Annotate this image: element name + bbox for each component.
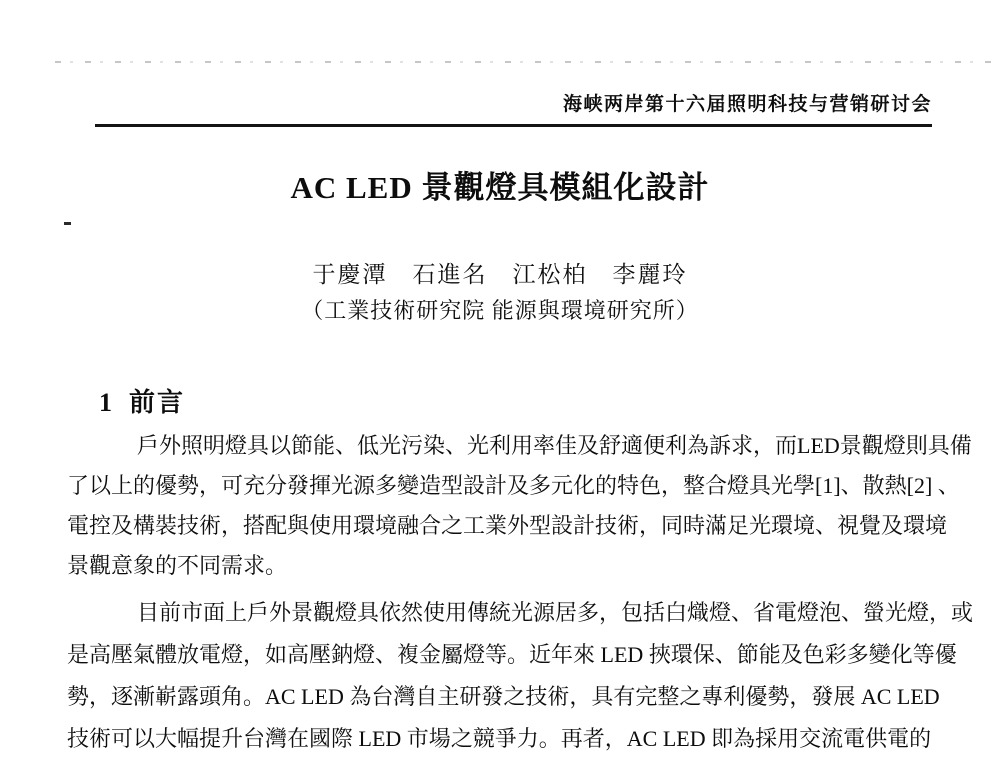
paragraph-line: 技術可以大幅提升台灣在國際 LED 市場之競爭力。再者，AC LED 即為採用交流電供電的 — [67, 726, 932, 751]
authors-line: 于慶潭 石進名 江松柏 李麗玲 — [312, 262, 688, 287]
section-number: 1 — [99, 388, 114, 417]
section-title: 前言 — [129, 388, 186, 417]
affiliation-line: （工業技術研究院 能源與環境研究所） — [301, 298, 699, 323]
paragraph-line: 了以上的優勢，可充分發揮光源多變造型設計及多元化的特色，整合燈具光學[1]、散熱[2] 、 — [67, 473, 960, 498]
paragraph-line: 是高壓氣體放電燈，如高壓鈉燈、複金屬燈等。近年來 LED 挾環保、節能及色彩多變化等優 — [67, 642, 957, 667]
scan-noise-line — [55, 61, 992, 63]
paragraph-line: 勢，逐漸嶄露頭角。AC LED 為台灣自主研發之技術，具有完整之專利優勢，發展 AC LED — [67, 684, 940, 709]
paragraph-2 — [67, 592, 974, 760]
section-heading — [99, 382, 185, 419]
paragraph-line: 目前市面上戶外景觀燈具依然使用傳統光源居多，包括白熾燈、省電燈泡、螢光燈，或 — [137, 600, 974, 625]
paragraph-1 — [67, 426, 972, 586]
paper-title: AC LED 景觀燈具模組化設計 — [290, 170, 710, 205]
paragraph-line: 景觀意象的不同需求。 — [67, 553, 288, 578]
paragraph-line: 電控及構裝技術，搭配與使用環境融合之工業外型設計技術，同時滿足光環境、視覺及環境 — [67, 513, 948, 538]
scan-artifact-mark — [64, 222, 71, 225]
header-rule — [95, 124, 932, 127]
paragraph-line: 戶外照明燈具以節能、低光污染、光利用率佳及舒適便利為訴求，而LED景觀燈則具備 — [137, 433, 972, 458]
running-head: 海峡两岸第十六届照明科技与营销研讨会 — [562, 94, 932, 115]
